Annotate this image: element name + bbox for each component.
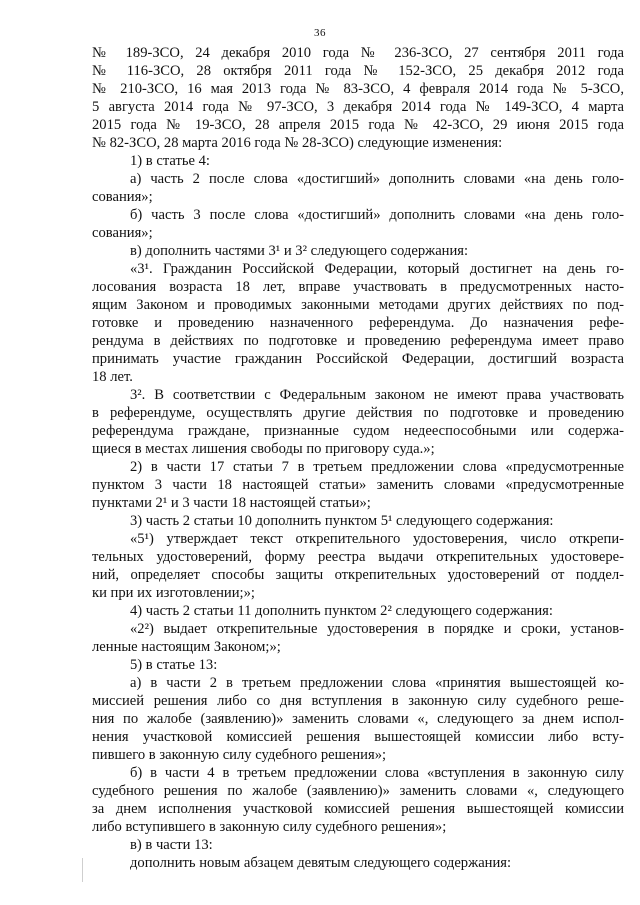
- text-line: ний, определяет способы защиты открепительных удостоверений от поддел-: [92, 567, 624, 583]
- text-line: а) в части 2 в третьем предложении слова «принятия вышестоящей ко-: [130, 675, 624, 691]
- text-line: либо вступившего в законную силу судебного решения»;: [92, 819, 447, 835]
- text-line: судебного решения по жалобе (заявлению)» заменить словами «, следующего: [92, 783, 624, 799]
- text-line: 1) в статье 4:: [130, 153, 210, 169]
- text-line: ящим Законом и проводимых законными методами других действиях по под-: [92, 297, 624, 313]
- text-line: 2) в части 17 статьи 7 в третьем предложении слова «предусмотренные: [130, 459, 624, 475]
- text-line: дополнить новым абзацем девятым следующего содержания:: [130, 855, 512, 871]
- text-line: сования»;: [92, 189, 153, 205]
- text-line: «2²) выдает открепительные удостоверения в порядке и сроки, установ-: [130, 621, 624, 637]
- text-line: б) в части 4 в третьем предложении слова «вступления в законную силу: [130, 765, 624, 781]
- text-line: в) дополнить частями 3¹ и 3² следующего содержания:: [130, 243, 469, 259]
- text-line: референдума граждане, признанные судом недееспособными или содержа-: [92, 423, 624, 439]
- text-line: в) в части 13:: [130, 837, 213, 853]
- text-line: рендума в действиях по подготовке и проведению референдума имеет право: [92, 333, 624, 349]
- text-line: № 82-ЗСО, 28 марта 2016 года № 28-ЗСО) следующие изменения:: [92, 135, 503, 151]
- text-line: № 210-ЗСО, 16 мая 2013 года № 83-ЗСО, 4 февраля 2014 года № 5-ЗСО,: [92, 81, 624, 97]
- text-line: готовке и проведению назначенного референдума. До назначения рефе-: [92, 315, 624, 331]
- text-line: сования»;: [92, 225, 153, 241]
- text-line: «5¹) утверждает текст открепительного удостоверения, число открепи-: [130, 531, 624, 547]
- text-line: 2015 года № 19-ЗСО, 28 апреля 2015 года № 42-ЗСО, 29 июня 2015 года: [92, 117, 624, 133]
- text-line: принимать участие гражданин Российской Федерации, достигший возраста: [92, 351, 624, 367]
- text-line: «3¹. Гражданин Российской Федерации, который достигнет на день го-: [130, 261, 624, 277]
- text-line: за днем исполнения участковой комиссией решения вышестоящей комиссии: [92, 801, 624, 817]
- text-line: 4) часть 2 статьи 11 дополнить пунктом 2² следующего содержания:: [130, 603, 553, 619]
- text-line: № 116-ЗСО, 28 октября 2011 года № 152-ЗСО, 25 декабря 2012 года: [92, 63, 624, 79]
- text-line: 5 августа 2014 года № 97-ЗСО, 3 декабря 2014 года № 149-ЗСО, 4 марта: [92, 99, 624, 115]
- text-line: а) часть 2 после слова «достигший» дополнить словами «на день голо-: [130, 171, 624, 187]
- text-line: лосования возраста 18 лет, вправе участвовать в предусмотренных насто-: [92, 279, 624, 295]
- text-line: миссией решения либо со дня вступления в законную силу судебного реше-: [92, 693, 624, 709]
- page-number: 36: [314, 27, 326, 39]
- text-line: щиеся в местах лишения свободы по приговору суда.»;: [92, 441, 435, 457]
- text-line: пившего в законную силу судебного решения»;: [92, 747, 387, 763]
- text-line: тельных удостоверений, форму реестра выдачи открепительных удостовере-: [92, 549, 624, 565]
- text-line: 3) часть 2 статьи 10 дополнить пунктом 5¹ следующего содержания:: [130, 513, 554, 529]
- text-line: ния по жалобе (заявлению)» заменить словами «, следующего за днем испол-: [92, 711, 624, 727]
- text-line: 18 лет.: [92, 369, 133, 385]
- text-line: в референдуме, осуществлять другие действия по подготовке и проведению: [92, 405, 624, 421]
- text-line: нения участковой комиссией решения вышестоящей комиссии либо всту-: [92, 729, 624, 745]
- text-line: 5) в статье 13:: [130, 657, 218, 673]
- text-line: № 189-ЗСО, 24 декабря 2010 года № 236-ЗСО, 27 сентября 2011 года: [92, 45, 624, 61]
- scan-edge-mark: [82, 858, 83, 882]
- text-line: 3². В соответствии с Федеральным законом не имеют права участвовать: [130, 387, 624, 403]
- text-line: пунктами 2¹ и 3 части 18 настоящей статьи»;: [92, 495, 371, 511]
- text-line: б) часть 3 после слова «достигший» дополнить словами «на день голо-: [130, 207, 624, 223]
- text-line: ленные настоящим Законом;»;: [92, 639, 281, 655]
- text-line: ки при их изготовлении;»;: [92, 585, 255, 601]
- text-line: пунктом 3 части 18 настоящей статьи» заменить словами «предусмотренные: [92, 477, 624, 493]
